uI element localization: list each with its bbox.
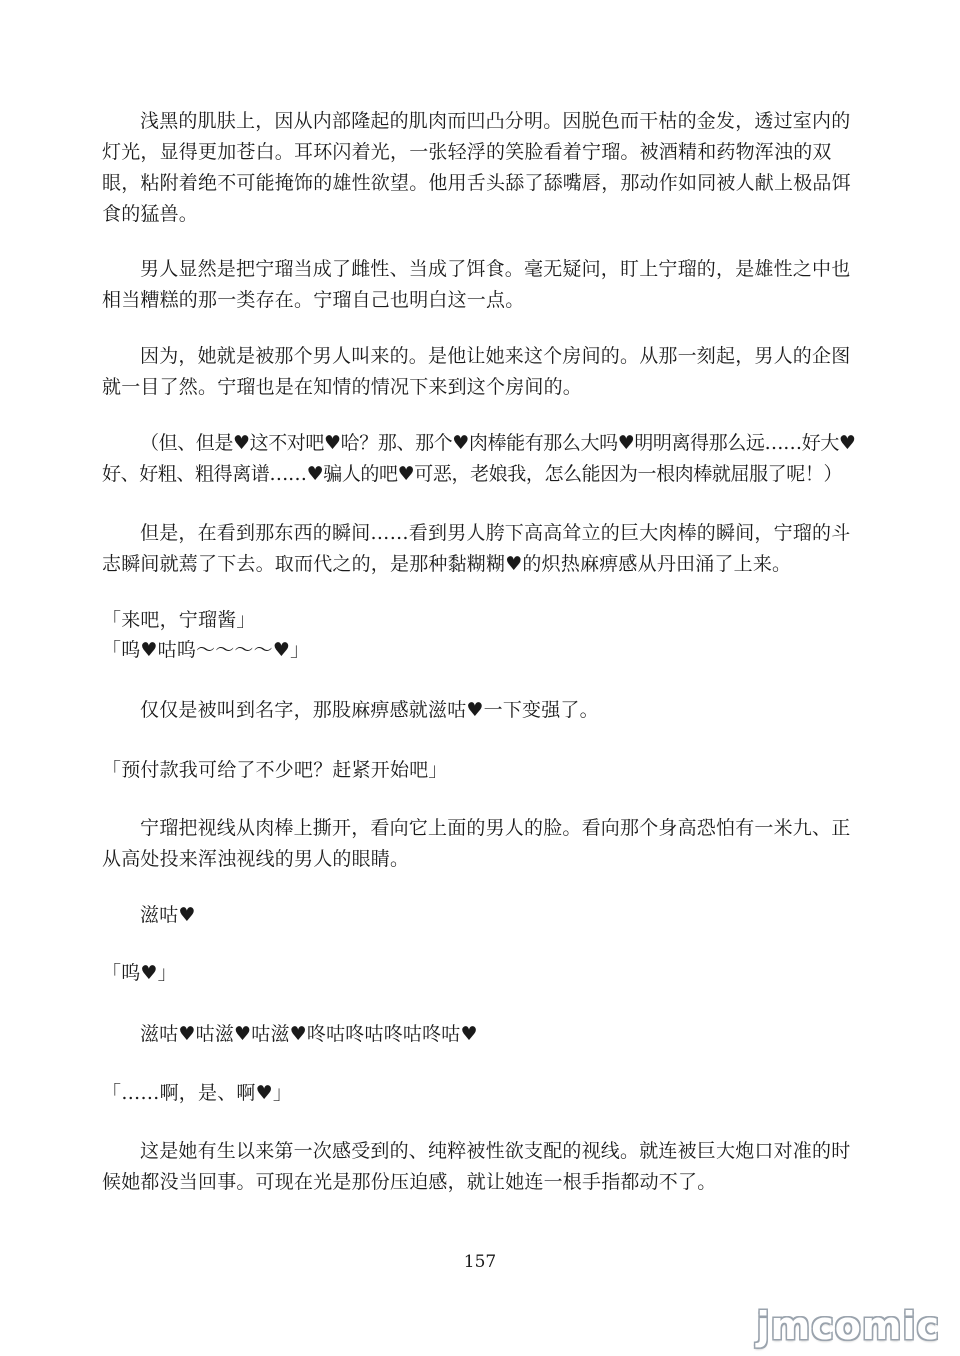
paragraph-inner-monologue: （但、但是♥这不对吧♥哈？那、那个♥肉棒能有那么大吗♥明明离得那么远……好大♥好、好粗、粗得离谱……♥骗人的吧♥可恶，老娘我，怎么能因为一根肉棒就屈服了呢！） xyxy=(102,432,856,485)
dialogue-line: 「呜♥咕呜～～～～♥」 xyxy=(102,639,310,661)
dialogue-line: 「……啊，是、啊♥」 xyxy=(102,1082,293,1104)
sound-effect-line: 滋咕♥咕滋♥咕滋♥咚咕咚咕咚咕咚咕♥ xyxy=(140,1023,478,1045)
sound-effect-line: 滋咕♥ xyxy=(140,904,196,926)
dialogue-line: 「预付款我可给了不少吧？赶紧开始吧」 xyxy=(102,759,448,781)
paragraph-narration: 宁瑠把视线从肉棒上撕开，看向它上面的男人的脸。看向那个身高恐怕有一米九、正从高处投来浑浊视线的男人的眼睛。 xyxy=(102,817,851,870)
paragraph-narration: 因为，她就是被那个男人叫来的。是他让她来这个房间的。从那一刻起，男人的企图就一目了然。宁瑠也是在知情的情况下来到这个房间的。 xyxy=(102,345,851,398)
dialogue-line: 「来吧，宁瑠酱」 xyxy=(102,609,256,631)
paragraph-description: 浅黑的肌肤上，因从内部隆起的肌肉而凹凸分明。因脱色而干枯的金发，透过室内的灯光，显得更加苍白。耳环闪着光，一张轻浮的笑脸看着宁瑠。被酒精和药物浑浊的双眼，粘附着绝不可能掩饰的雄性欲望。他用舌头舔了舔嘴唇，那动作如同被人献上极品饵食的猛兽。 xyxy=(102,110,851,225)
paragraph-narration: 但是，在看到那东西的瞬间……看到男人胯下高高耸立的巨大肉棒的瞬间，宁瑠的斗志瞬间就蔫了下去。取而代之的，是那种黏糊糊♥的炽热麻痹感从丹田涌了上来。 xyxy=(102,522,851,575)
dialogue-line: 「呜♥」 xyxy=(102,962,177,984)
watermark-logo: jmcomic xyxy=(756,1304,940,1348)
paragraph-narration: 这是她有生以来第一次感受到的、纯粹被性欲支配的视线。就连被巨大炮口对准的时候她都没当回事。可现在光是那份压迫感，就让她连一根手指都动不了。 xyxy=(102,1140,851,1193)
page-number: 157 xyxy=(463,1252,497,1272)
paragraph-narration: 仅仅是被叫到名字，那股麻痹感就滋咕♥一下变强了。 xyxy=(140,699,599,721)
paragraph-narration: 男人显然是把宁瑠当成了雌性、当成了饵食。毫无疑问，盯上宁瑠的，是雄性之中也相当糟糕的那一类存在。宁瑠自己也明白这一点。 xyxy=(102,258,851,311)
